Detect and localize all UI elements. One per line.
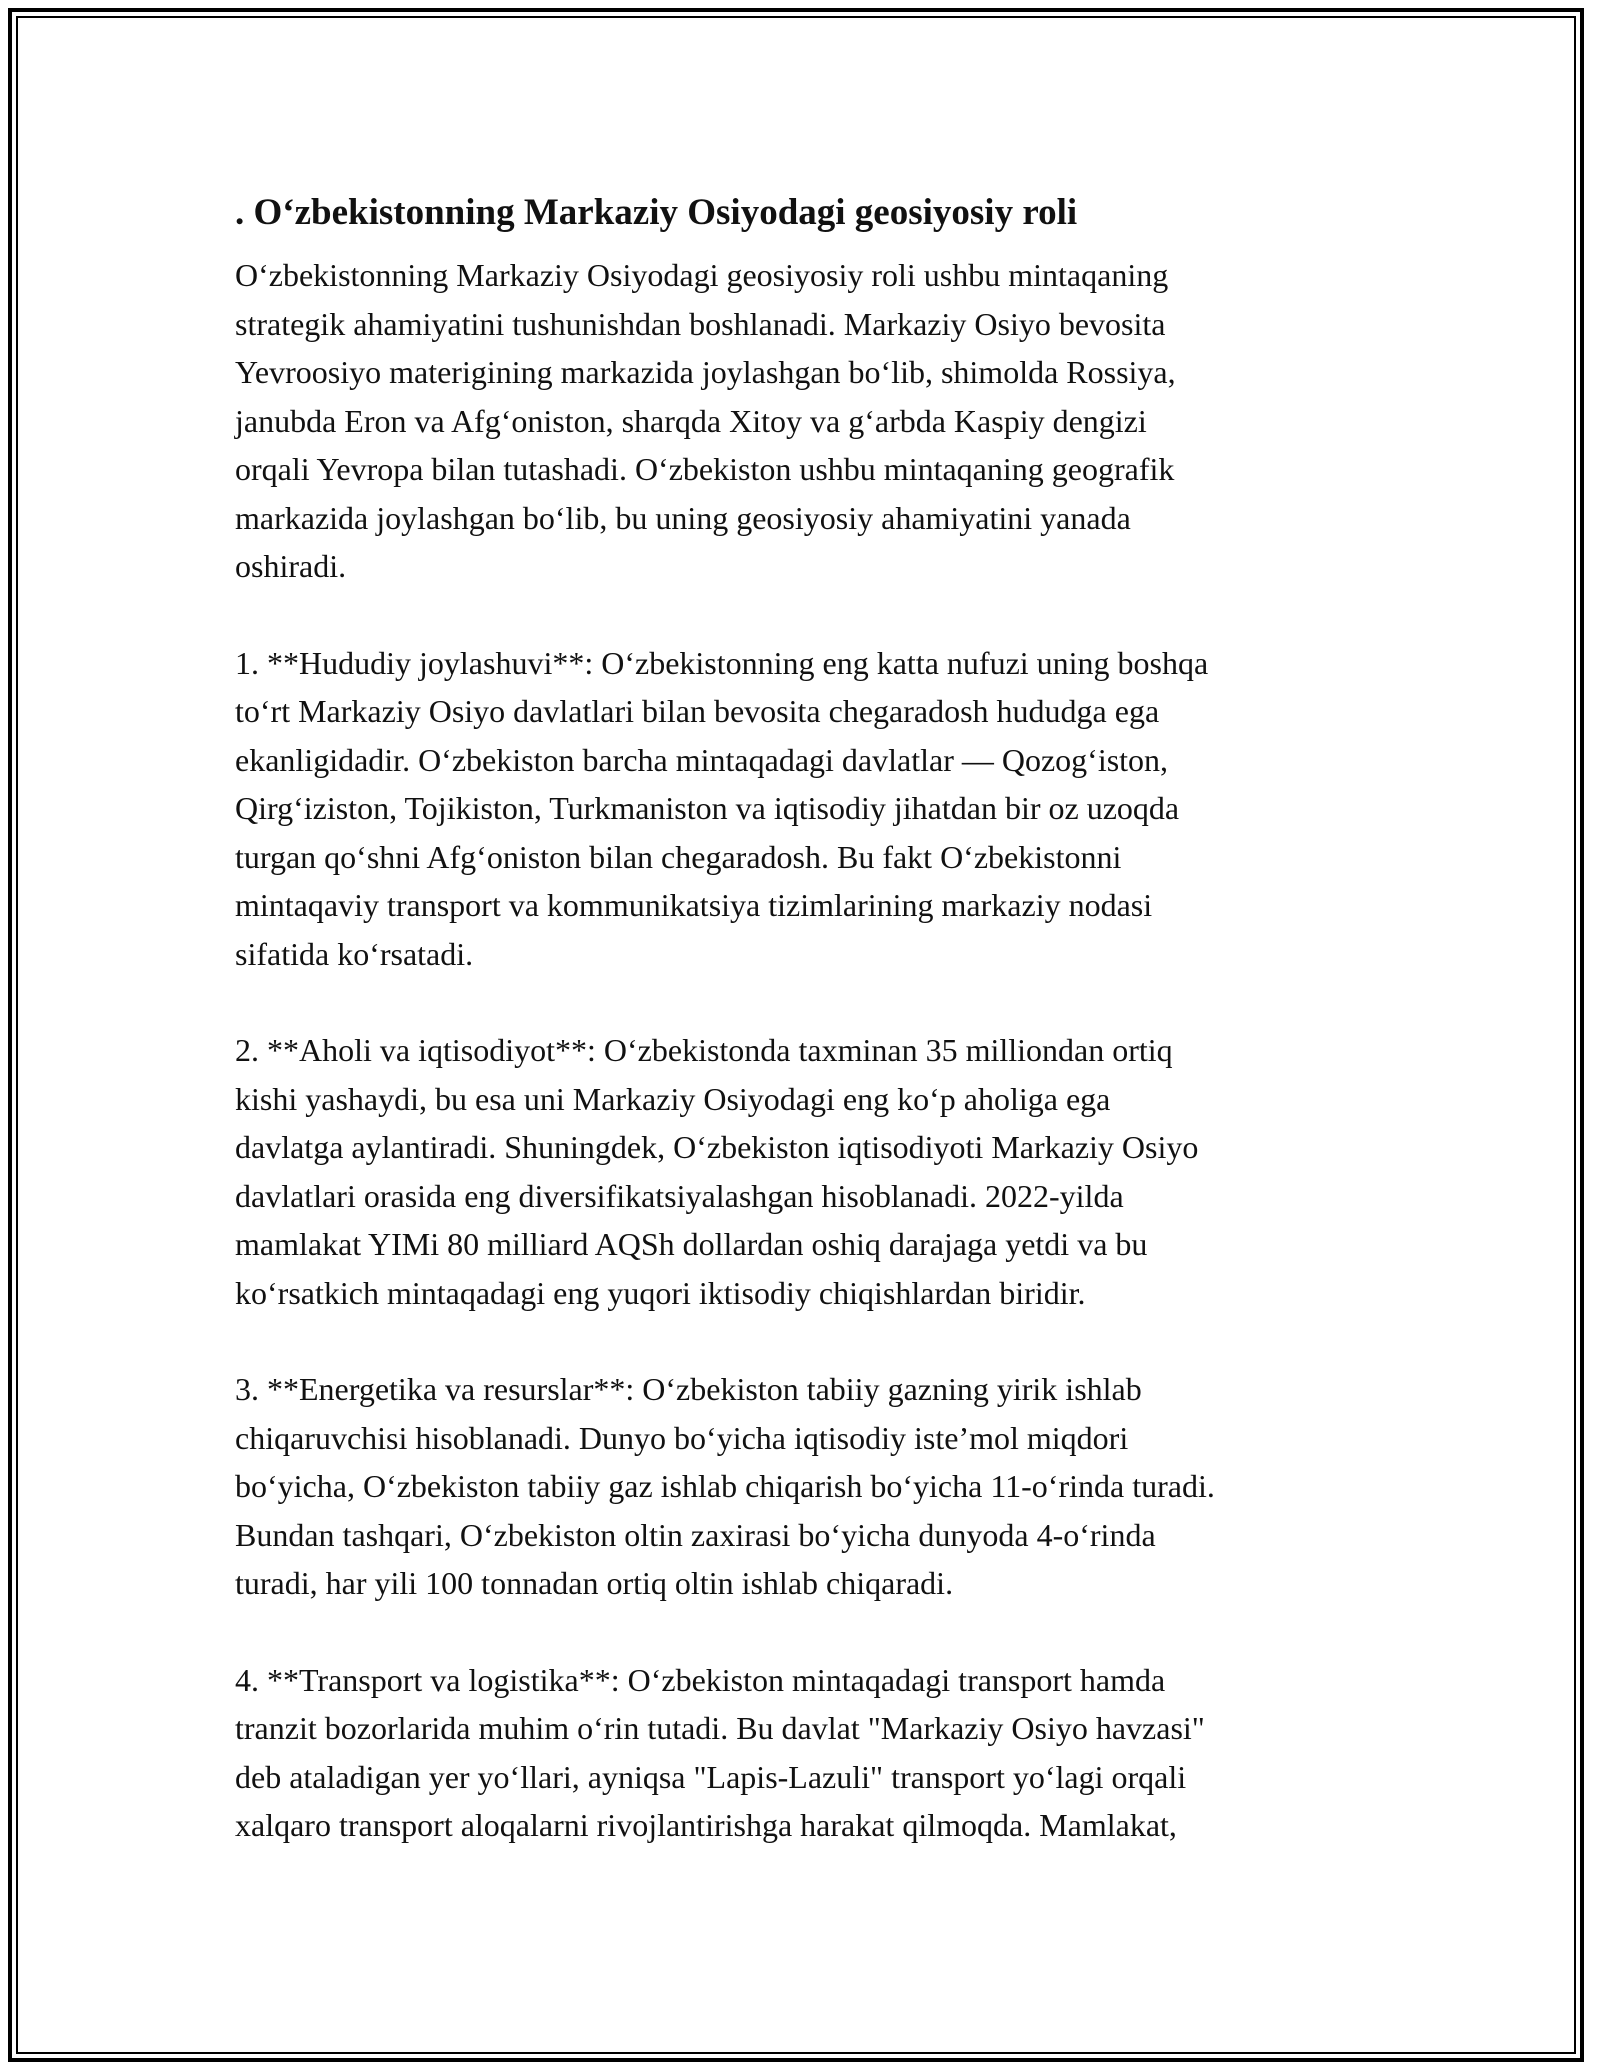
paragraph [235,1026,1375,1317]
paragraph-line: turgan qo‘shni Afg‘oniston bilan chegaradosh. Bu fakt O‘zbekistonni [235,838,1122,875]
paragraph-line: 2. **Aholi va iqtisodiyot**: O‘zbekistonda taxminan 35 milliondan ortiq [235,1032,1173,1068]
paragraph [235,1365,1375,1608]
paragraph-line: ko‘rsatkich mintaqadagi eng yuqori iktisodiy chiqishlardan biridir. [235,1274,1086,1311]
paragraph-line: 1. **Hududiy joylashuvi**: O‘zbekistonning eng katta nufuzi uning boshqa [235,644,1209,681]
paragraph [235,251,1375,591]
paragraph-line: strategik ahamiyatini tushunishdan boshlanadi. Markaziy Osiyo bevosita [235,305,1166,342]
paragraph-line: ekanligidadir. O‘zbekiston barcha mintaqadagi davlatlar — Qozog‘iston, [235,741,1169,778]
paragraph-line: mintaqaviy transport va kommunikatsiya tizimlarining markaziy nodasi [235,887,1153,923]
paragraph-line: Qirg‘iziston, Tojikiston, Turkmaniston va iqtisodiy jihatdan bir oz uzoqda [235,790,1180,826]
paragraph-line: turadi, har yili 100 tonnadan ortiq oltin ishlab chiqaradi. [235,1565,954,1601]
paragraph-line: markazida joylashgan bo‘lib, bu uning geosiyosiy ahamiyatini yanada [235,499,1131,536]
paragraph-line: sifatida ko‘rsatadi. [235,935,474,972]
paragraph-line: davlatga aylantiradi. Shuningdek, O‘zbekiston iqtisodiyoti Markaziy Osiyo [235,1129,1199,1165]
paragraph [235,1656,1375,1850]
paragraph-line: janubda Eron va Afg‘oniston, sharqda Xitoy va g‘arbda Kaspiy dengizi [235,402,1147,439]
paragraph-line: orqali Yevropa bilan tutashadi. O‘zbekiston ushbu mintaqaning geografik [235,451,1175,487]
paragraph-line: kishi yashaydi, bu esa uni Markaziy Osiyodagi eng ko‘p aholiga ega [235,1080,1111,1117]
paragraph-line: chiqaruvchisi hisoblanadi. Dunyo bo‘yicha iqtisodiy iste’mol miqdori [235,1419,1129,1456]
document-title: . O‘zbekistonning Markaziy Osiyodagi geosiyosiy roli [235,192,1078,233]
paragraph-line: bo‘yicha, O‘zbekiston tabiiy gaz ishlab chiqarish bo‘yicha 11-o‘rinda turadi. [235,1468,1215,1504]
document-body [235,185,1375,1898]
paragraphs-container [235,251,1375,1850]
paragraph-line: tranzit bozorlarida muhim o‘rin tutadi. Bu davlat "Markaziy Osiyo havzasi" [235,1710,1205,1746]
paragraph-line: O‘zbekistonning Markaziy Osiyodagi geosiyosiy roli ushbu mintaqaning [235,257,1169,293]
paragraph-line: 3. **Energetika va resurslar**: O‘zbekiston tabiiy gazning yirik ishlab [235,1371,1142,1407]
paragraph-line: Yevroosiyo materigining markazida joylashgan bo‘lib, shimolda Rossiya, [235,354,1176,390]
paragraph-line: Bundan tashqari, O‘zbekiston oltin zaxirasi bo‘yicha dunyoda 4-o‘rinda [235,1516,1156,1553]
paragraph-line: to‘rt Markaziy Osiyo davlatlari bilan bevosita chegaradosh hududga ega [235,693,1160,729]
paragraph-line: deb ataladigan yer yo‘llari, ayniqsa "Lapis-Lazuli" transport yo‘lagi orqali [235,1758,1187,1795]
paragraph-line: davlatlari orasida eng diversifikatsiyalashgan hisoblanadi. 2022-yilda [235,1177,1124,1214]
paragraph-line: mamlakat YIMi 80 milliard AQSh dollardan oshiq darajaga yetdi va bu [235,1226,1148,1262]
paragraph [235,639,1375,979]
paragraph-line: 4. **Transport va logistika**: O‘zbekiston mintaqadagi transport hamda [235,1661,1166,1698]
paragraph-line: xalqaro transport aloqalarni rivojlantirishga harakat qilmoqda. Mamlakat, [235,1807,1177,1843]
paragraph-line: oshiradi. [235,548,347,584]
